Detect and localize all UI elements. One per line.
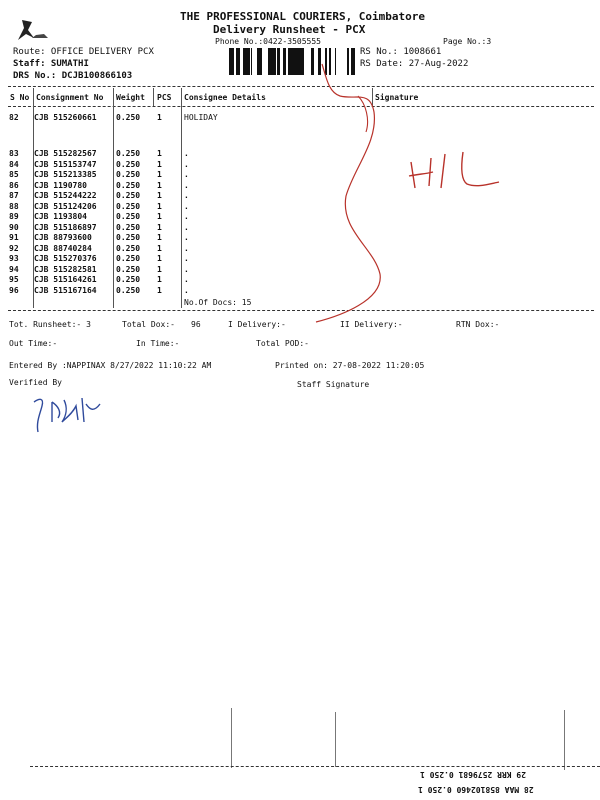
- verified-by: Verified By: [9, 378, 62, 387]
- rs-date: RS Date: 27-Aug-2022: [360, 59, 469, 69]
- handwritten-hl-image: [405, 148, 505, 198]
- printed-on: Printed on: 27-08-2022 11:20:05: [275, 361, 425, 370]
- total-dox-value: 96: [191, 320, 201, 329]
- out-time: Out Time:-: [9, 339, 58, 348]
- page-number: Page No.:3: [443, 37, 492, 46]
- header-rule-top: [8, 86, 594, 87]
- ii-delivery: II Delivery:-: [340, 320, 403, 329]
- rs-number: RS No.: 1008661: [360, 47, 442, 57]
- staff-name: Staff: SUMATHI: [13, 59, 89, 69]
- col-sno: S No: [10, 93, 30, 102]
- total-dox-label: Total Dox:-: [122, 320, 175, 329]
- col-details: Consignee Details: [184, 93, 266, 102]
- doc-title: Delivery Runsheet - PCX: [213, 23, 366, 36]
- table-rule-bottom: [8, 310, 594, 311]
- tot-runsheet: Tot. Runsheet:- 3: [9, 320, 91, 329]
- in-time: In Time:-: [136, 339, 180, 348]
- col-signature: Signature: [375, 93, 419, 102]
- staff-signature-label: Staff Signature: [297, 380, 370, 389]
- entered-by: Entered By :NAPPINAX 8/27/2022 11:10:22 AM: [9, 361, 212, 370]
- verifier-signature-image: [28, 388, 108, 436]
- col-weight: Weight: [116, 93, 145, 102]
- bottom-rule: [30, 766, 600, 767]
- barcode-image: [229, 48, 355, 75]
- i-delivery: I Delivery:-: [228, 320, 286, 329]
- total-pod: Total POD:-: [256, 339, 309, 348]
- company-name: THE PROFESSIONAL COURIERS, Coimbatore: [180, 10, 426, 23]
- drs-number: DRS No.: DCJB100866103: [13, 71, 133, 81]
- phone-number: Phone No.:0422-3505555: [215, 37, 321, 46]
- bottom-row-upside-down: 28 MAA 858102460 0.250 1: [418, 785, 534, 794]
- logo-icon: [14, 18, 50, 44]
- bottom-row-upside-down: 29 KRR 2579681 0.250 1: [420, 770, 526, 779]
- rtn-dox: RTN Dox:-: [456, 320, 500, 329]
- header-rule-bottom: [8, 106, 594, 107]
- col-pcs: PCS: [157, 93, 172, 102]
- route: Route: OFFICE DELIVERY PCX: [13, 47, 154, 57]
- no-of-docs: No.Of Docs: 15: [184, 298, 252, 307]
- col-consignment: Consignment No: [36, 93, 104, 102]
